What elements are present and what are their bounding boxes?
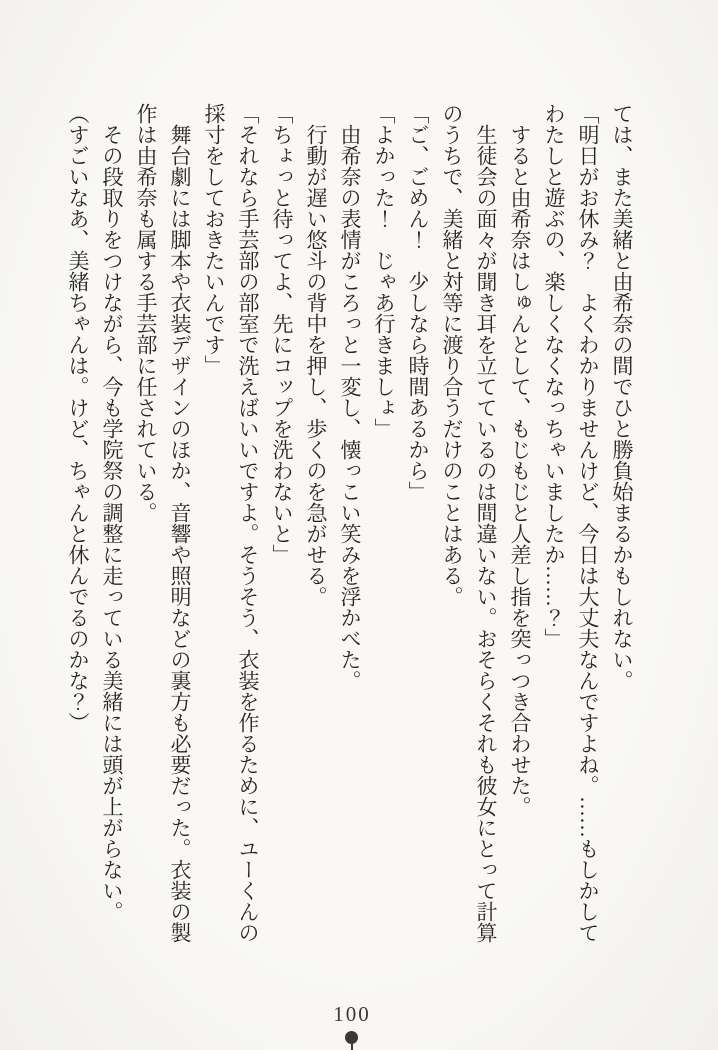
text-line: すると由希奈はしゅんとして、もじもじと人差し指を突っつき合わせた。 [508,103,532,817]
text-line: 「ご、ごめん！ 少しなら時間あるから」 [406,103,430,502]
body-text [61,103,639,965]
text-line: （すごいなあ、美緒ちゃんは。けど、ちゃんと休んでるのかな？） [66,103,90,733]
text-line: 作は由希奈も属する手芸部に任されている。 [134,103,158,523]
page-number: 100 [333,1002,371,1026]
text-line: 採寸をしておきたいんです」 [202,103,226,376]
text-line: 「明日がお休み？ よくわかりませんけど、今日は大丈夫なんですよね。……もしかして [576,103,600,943]
text-line: わたしと遊ぶの、楽しくなくなっちゃいましたか……？」 [542,103,566,649]
page-pin-icon [345,1031,359,1050]
text-line: 行動が遅い悠斗の背中を押し、歩くのを急がせる。 [304,103,328,607]
text-line: 「よかった！ じゃあ行きましょ」 [372,103,396,439]
text-line: 「ちょっと待ってよ、先にコップを洗わないと」 [270,103,294,565]
text-line: 「それなら手芸部の部室で洗えばいいですよ。そうそう、衣装を作るために、ユーくんの [236,103,260,943]
text-line: 生徒会の面々が聞き耳を立てているのは間違いない。おそらくそれも彼女にとって計算 [474,103,498,943]
pin-stem [351,1043,353,1050]
text-line: 由希奈の表情がころっと一変し、懐っこい笑みを浮かべた。 [338,103,362,691]
text-line: のうちで、美緒と対等に渡り合うだけのことはある。 [440,103,464,607]
text-line: その段取りをつけながら、今も学院祭の調整に走っている美緒には頭が上がらない。 [100,103,124,922]
text-line: ては、また美緒と由希奈の間でひと勝負始まるかもしれない。 [610,103,634,691]
text-line: 舞台劇には脚本や衣装デザインのほか、音響や照明などの裏方も必要だった。衣装の製 [168,103,192,943]
